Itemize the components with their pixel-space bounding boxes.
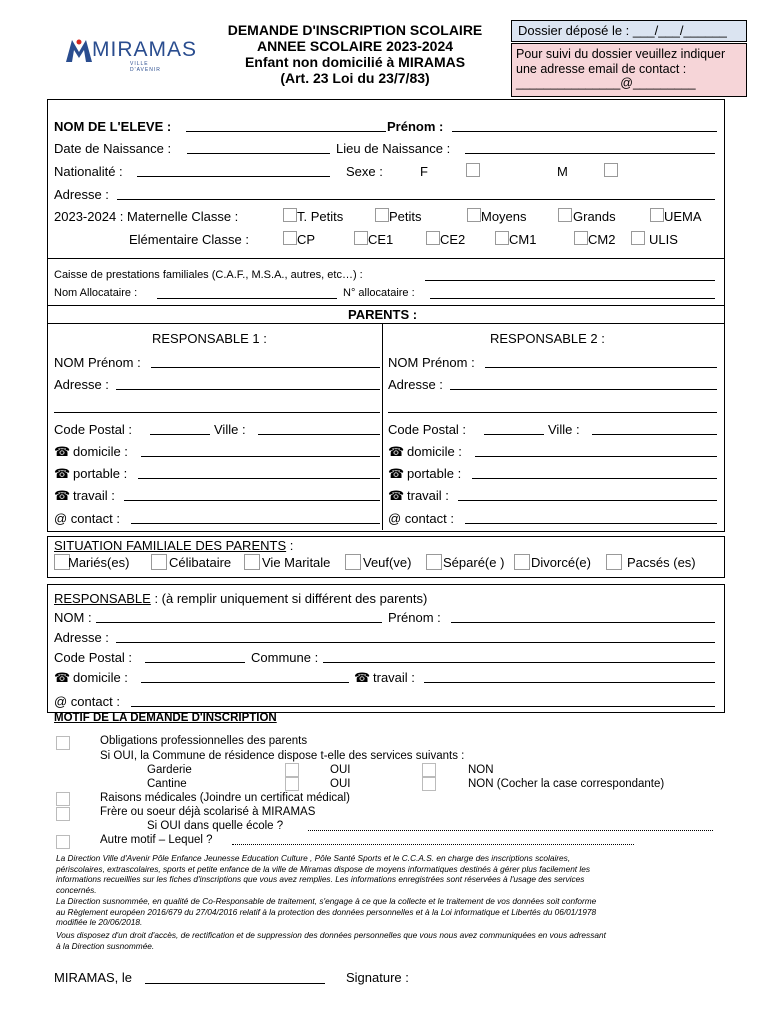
- situation-title-colon: :: [286, 538, 294, 553]
- responsable-subtitle: : (à remplir uniquement si différent des parents): [150, 591, 428, 606]
- caisse-label: Caisse de prestations familiales (C.A.F., M.S.A., autres, etc…) :: [54, 269, 363, 281]
- resp-adresse-label: Adresse :: [54, 630, 109, 645]
- r1-travail-field[interactable]: [124, 500, 380, 501]
- logo-mark-icon: [66, 38, 92, 62]
- r2-domicile-label: domicile :: [407, 444, 462, 459]
- r1-portable-field[interactable]: [138, 478, 380, 479]
- label-divorce: Divorcé(e): [531, 555, 591, 570]
- r2-contact-field[interactable]: [465, 523, 717, 524]
- title-line-4: (Art. 23 Loi du 23/7/83): [280, 70, 430, 86]
- lieu-naissance-label: Lieu de Naissance :: [336, 141, 451, 156]
- r2-portable-field[interactable]: [472, 478, 717, 479]
- r2-nom-label: NOM Prénom :: [388, 355, 475, 370]
- label-maries: Mariés(es): [68, 555, 130, 570]
- checkbox-t-petits[interactable]: [283, 208, 297, 222]
- checkbox-garderie-oui[interactable]: [285, 763, 299, 777]
- resp-prenom-field[interactable]: [451, 622, 715, 623]
- resp-prenom-label: Prénom :: [388, 610, 441, 625]
- checkbox-cp[interactable]: [283, 231, 297, 245]
- label-pacses: Pacsés (es): [627, 555, 696, 570]
- checkbox-veuf[interactable]: [345, 554, 361, 570]
- sexe-m-checkbox[interactable]: [604, 163, 618, 177]
- autre-motif-field[interactable]: [232, 844, 634, 845]
- resp-phone-icon: ☎: [54, 670, 71, 685]
- label-vie-maritale: Vie Maritale: [262, 555, 331, 570]
- situation-title: [54, 538, 293, 553]
- motif-title: MOTIF DE LA DEMANDE D'INSCRIPTION: [54, 712, 277, 724]
- email-box-line-2: une adresse email de contact :: [516, 62, 687, 76]
- elementaire-label: Elémentaire Classe :: [129, 232, 249, 247]
- r1-phone-icon: ☎: [54, 444, 71, 459]
- resp-domicile-label: domicile :: [73, 670, 128, 685]
- email-box-line-3: _______________@_________: [516, 76, 696, 90]
- label-cp: CP: [297, 232, 316, 247]
- num-allocataire-field[interactable]: [430, 298, 715, 299]
- checkbox-vie-maritale[interactable]: [244, 554, 260, 570]
- date-signature-field[interactable]: [145, 983, 325, 984]
- logo-text: MIRAMAS: [92, 38, 198, 61]
- resp-commune-label: Commune :: [251, 650, 319, 665]
- r1-cp-field[interactable]: [150, 434, 210, 435]
- resp-cp-field[interactable]: [145, 662, 245, 663]
- label-t-petits: T. Petits: [297, 209, 344, 224]
- resp-work-phone-icon: ☎: [354, 670, 371, 685]
- checkbox-cantine-non[interactable]: [422, 777, 436, 791]
- r2-ville-field[interactable]: [592, 434, 717, 435]
- label-cm2: CM2: [588, 232, 616, 247]
- responsable-1-title: RESPONSABLE 1 :: [152, 331, 267, 346]
- checkbox-frere-soeur[interactable]: [56, 807, 70, 821]
- checkbox-autre-motif[interactable]: [56, 835, 70, 849]
- label-moyens: Moyens: [481, 209, 527, 224]
- nationalite-field[interactable]: [137, 176, 330, 177]
- miramas-le-label: MIRAMAS, le: [54, 970, 133, 985]
- resp-cp-label: Code Postal :: [54, 650, 133, 665]
- label-cm1: CM1: [509, 232, 537, 247]
- sexe-m-label: M: [557, 164, 568, 179]
- maternelle-label: 2023-2024 : Maternelle Classe :: [54, 209, 239, 224]
- label-ce2: CE2: [440, 232, 466, 247]
- cantine-label: Cantine: [147, 778, 187, 790]
- r1-ville-label: Ville :: [214, 422, 246, 437]
- label-separe: Séparé(e ): [443, 555, 505, 570]
- r1-domicile-field[interactable]: [141, 456, 380, 457]
- checkbox-uema[interactable]: [650, 208, 664, 222]
- r1-nom-label: NOM Prénom :: [54, 355, 141, 370]
- r2-contact-label: @ contact :: [388, 511, 454, 526]
- resp-nom-field[interactable]: [96, 622, 382, 623]
- sexe-f-checkbox[interactable]: [466, 163, 480, 177]
- r2-portable-label: portable :: [407, 466, 462, 481]
- info-paragraph-3: Vous disposez d'un droit d'accès, de rectification et de suppression des données personnelles que vous nous avez communiquées en vous adressant à la Direction susnommée.: [56, 930, 606, 951]
- resp-contact-field[interactable]: [131, 706, 715, 707]
- lieu-naissance-field[interactable]: [465, 153, 715, 154]
- date-naissance-label: Date de Naissance :: [54, 141, 172, 156]
- email-box-line-1: Pour suivi du dossier veuillez indiquer: [516, 47, 726, 61]
- motif-raisons: Raisons médicales (Joindre un certificat médical): [100, 792, 350, 804]
- logo: [66, 36, 198, 73]
- motif-frere: Frère ou soeur déjà scolarisé à MIRAMAS: [100, 806, 316, 818]
- adresse-field[interactable]: [117, 199, 715, 200]
- motif-autre: Autre motif – Lequel ?: [100, 834, 213, 846]
- garderie-oui-label: OUI: [330, 764, 351, 776]
- motif-ecole: Si OUI dans quelle école ?: [147, 820, 284, 832]
- info-paragraph-1: La Direction Ville d'Avenir Pôle Enfance Jeunesse Education Culture , Pôle Santé Sports et le C.C.A.S. en charge des inscriptions scolaires, périscolaires, extrascolaires, sports et petite enfance de la ville de Miramas dispose de moyens informatiques destinés à gérer plus facilement les informations recueillies sur les fiches d'inscriptions que vous avez remplies. Les informations enregistrées sont réservées à l'usage des services concernés.: [56, 853, 591, 895]
- garderie-label: Garderie: [147, 764, 192, 776]
- logo-tagline: VILLE D'AVENIR: [130, 61, 161, 73]
- resp-travail-field[interactable]: [424, 682, 715, 683]
- num-allocataire-label: N° allocataire :: [343, 287, 415, 299]
- dossier-box[interactable]: [511, 20, 747, 42]
- allocataire-field[interactable]: [157, 298, 337, 299]
- checkbox-separe[interactable]: [426, 554, 442, 570]
- label-veuf: Veuf(ve): [363, 555, 412, 570]
- checkbox-cantine-oui[interactable]: [285, 777, 299, 791]
- r1-contact-field[interactable]: [131, 523, 380, 524]
- r2-cp-field[interactable]: [484, 434, 544, 435]
- responsable-title: [54, 591, 427, 606]
- r2-adresse-label: Adresse :: [388, 377, 443, 392]
- checkbox-petits[interactable]: [375, 208, 389, 222]
- situation-title-text: SITUATION FAMILIALE DES PARENTS: [54, 538, 287, 553]
- label-petits: Petits: [389, 209, 422, 224]
- r1-adresse-label: Adresse :: [54, 377, 109, 392]
- title-line-2: ANNEE SCOLAIRE 2023-2024: [256, 38, 454, 54]
- r2-cp-label: Code Postal :: [388, 422, 467, 437]
- r2-phone-icon: ☎: [388, 444, 405, 459]
- r2-mobile-icon: ☎: [388, 466, 405, 481]
- title-line-1: DEMANDE D'INSCRIPTION SCOLAIRE: [227, 22, 483, 38]
- r2-adresse-field-2[interactable]: [388, 412, 717, 413]
- resp-contact-label: @ contact :: [54, 694, 120, 709]
- label-uema: UEMA: [664, 209, 702, 224]
- label-celibataire: Célibataire: [169, 555, 232, 570]
- nationalite-label: Nationalité :: [54, 164, 123, 179]
- page-title: [210, 22, 500, 86]
- r2-work-phone-icon: ☎: [388, 488, 405, 503]
- checkbox-cm2[interactable]: [574, 231, 588, 245]
- r2-domicile-field[interactable]: [475, 456, 717, 457]
- r2-travail-field[interactable]: [458, 500, 717, 501]
- eleve-nom-field[interactable]: [186, 131, 386, 132]
- r1-ville-field[interactable]: [258, 434, 380, 435]
- responsable-2-title: RESPONSABLE 2 :: [490, 331, 605, 346]
- eleve-prenom-label: Prénom :: [387, 119, 444, 134]
- garderie-non-label: NON: [468, 764, 494, 776]
- title-line-3: Enfant non domicilié à MIRAMAS: [244, 54, 466, 70]
- motif-si-oui: Si OUI, la Commune de résidence dispose t-elle des services suivants :: [100, 750, 465, 762]
- resp-commune-field[interactable]: [323, 662, 715, 663]
- checkbox-ce2[interactable]: [426, 231, 440, 245]
- cantine-non-label: NON (Cocher la case correspondante): [468, 778, 665, 790]
- dossier-label: Dossier déposé le : ___/___/______: [518, 23, 727, 38]
- parents-title: PARENTS :: [348, 307, 418, 322]
- resp-adresse-field[interactable]: [116, 642, 715, 643]
- responsable-title-text: RESPONSABLE: [54, 591, 151, 606]
- checkbox-ulis[interactable]: [631, 231, 645, 245]
- r1-contact-label: @ contact :: [54, 511, 120, 526]
- r1-mobile-icon: ☎: [54, 466, 71, 481]
- r2-ville-label: Ville :: [548, 422, 580, 437]
- allocataire-label: Nom Allocataire :: [54, 287, 138, 299]
- r2-travail-label: travail :: [407, 488, 449, 503]
- motif-obligations: Obligations professionnelles des parents: [100, 735, 308, 747]
- checkbox-garderie-non[interactable]: [422, 763, 436, 777]
- r1-domicile-label: domicile :: [73, 444, 128, 459]
- resp-domicile-field[interactable]: [141, 682, 349, 683]
- checkbox-divorce[interactable]: [514, 554, 530, 570]
- eleve-nom-label: NOM DE L'ELEVE :: [54, 119, 172, 134]
- checkbox-obligations[interactable]: [56, 736, 70, 750]
- ecole-field[interactable]: [308, 830, 713, 831]
- checkbox-ce1[interactable]: [354, 231, 368, 245]
- date-naissance-field[interactable]: [187, 153, 330, 154]
- r1-work-phone-icon: ☎: [54, 488, 71, 503]
- r1-portable-label: portable :: [73, 466, 128, 481]
- checkbox-grands[interactable]: [558, 208, 572, 222]
- caisse-field[interactable]: [425, 280, 715, 281]
- r1-travail-label: travail :: [73, 488, 115, 503]
- checkbox-cm1[interactable]: [495, 231, 509, 245]
- resp-nom-label: NOM :: [54, 610, 92, 625]
- r1-cp-label: Code Postal :: [54, 422, 133, 437]
- email-box[interactable]: [511, 43, 747, 97]
- r1-adresse-field-2[interactable]: [54, 412, 380, 413]
- checkbox-raisons-medicales[interactable]: [56, 792, 70, 806]
- resp-travail-label: travail :: [373, 670, 415, 685]
- r1-nom-field[interactable]: [151, 367, 380, 368]
- label-ce1: CE1: [368, 232, 394, 247]
- cantine-oui-label: OUI: [330, 778, 351, 790]
- r2-adresse-field[interactable]: [450, 389, 717, 390]
- sexe-f-label: F: [420, 164, 428, 179]
- info-paragraph-2: La Direction susnommée, en qualité de Co-Responsable de traitement, s'engage à ce que la collecte et le traitement de vos données soit conforme au Règlement européen 2016/679 du 27/04/2016 relatif à la protection des données personnelles et à la Loi informatique et Libertés du 06/01/1978 modifiée le 20/06/2018.: [56, 896, 597, 928]
- label-ulis: ULIS: [649, 232, 678, 247]
- signature-label: Signature :: [346, 970, 409, 985]
- sexe-label: Sexe :: [346, 164, 383, 179]
- eleve-prenom-field[interactable]: [452, 131, 717, 132]
- adresse-label: Adresse :: [54, 187, 109, 202]
- checkbox-moyens[interactable]: [467, 208, 481, 222]
- checkbox-celibataire[interactable]: [151, 554, 167, 570]
- checkbox-pacses[interactable]: [606, 554, 622, 570]
- r2-nom-field[interactable]: [485, 367, 717, 368]
- label-grands: Grands: [573, 209, 616, 224]
- r1-adresse-field[interactable]: [116, 389, 380, 390]
